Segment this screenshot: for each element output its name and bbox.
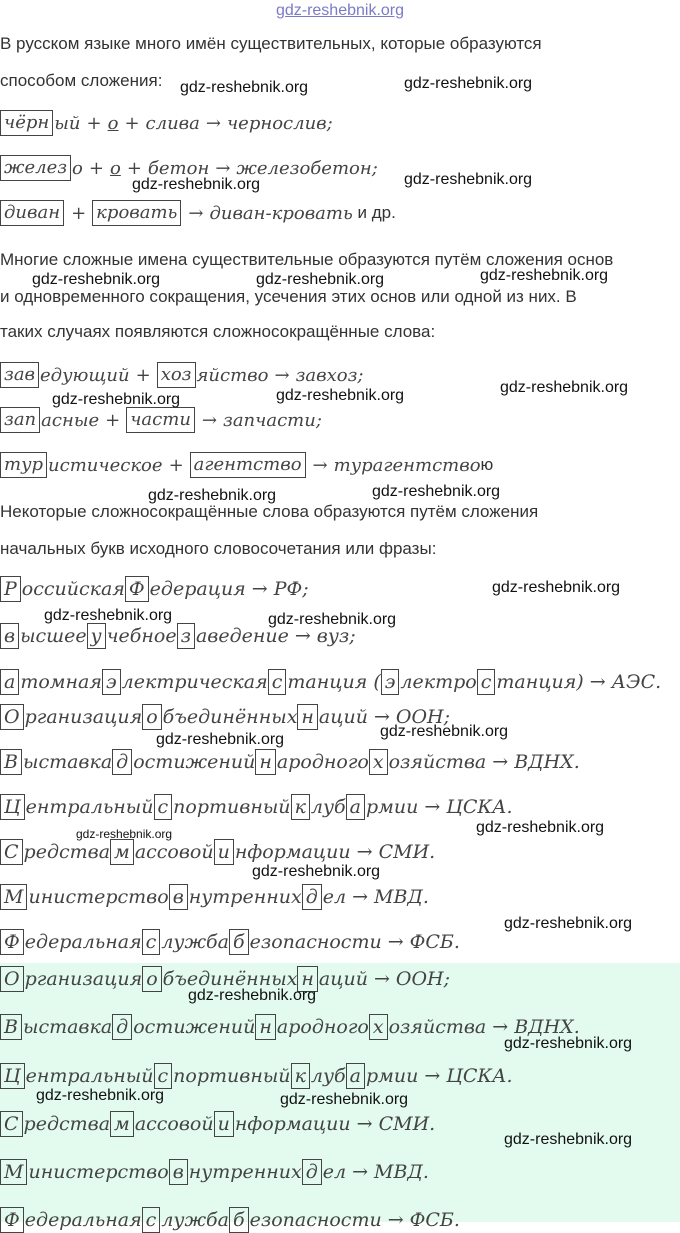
arrow-icon: → <box>215 157 231 179</box>
watermark: gdz-reshebnik.org <box>480 267 609 284</box>
word-fragment: портивный <box>173 1065 291 1087</box>
word-fragment: остижений <box>133 1016 256 1038</box>
boxed-fragment: в <box>169 1159 188 1185</box>
word-fragment: озяйства <box>388 1016 487 1038</box>
paragraph-line: В русском языке много имён существительных, которые образуются <box>0 34 542 53</box>
paragraph-line: Некоторые сложносокращённые слова образуются путём сложения <box>0 502 539 521</box>
word-fragment: запчасти; <box>223 409 322 431</box>
boxed-fragment: желез <box>0 155 71 181</box>
boxed-fragment: Ф <box>125 576 149 602</box>
arrow-icon: → <box>352 1161 369 1183</box>
word-fragment: рмии <box>365 796 419 818</box>
word-fragment: ассовой <box>134 1113 214 1135</box>
example-line <box>0 1014 580 1040</box>
word-fragment: СМИ. <box>378 841 436 863</box>
boxed-fragment: С <box>0 1111 23 1137</box>
word-fragment: инистерство <box>28 886 169 908</box>
watermark: gdz-reshebnik.org <box>372 483 501 500</box>
word-fragment: луб <box>310 1065 346 1087</box>
boxed-fragment: м <box>110 1111 134 1137</box>
boxed-fragment: части <box>126 407 195 433</box>
arrow-icon: → <box>352 886 369 908</box>
boxed-fragment: э <box>102 669 121 695</box>
boxed-fragment: О <box>0 704 24 730</box>
boxed-fragment: з <box>177 623 195 649</box>
boxed-fragment: с <box>154 794 173 820</box>
word-fragment: ВДНХ. <box>514 751 580 773</box>
example-line <box>0 749 580 775</box>
word-fragment: лужба <box>161 931 229 953</box>
site-link[interactable]: gdz-reshebnik.org <box>275 2 405 19</box>
word-fragment: МВД. <box>374 886 429 908</box>
boxed-fragment: зап <box>0 407 40 433</box>
watermark: gdz-reshebnik.org <box>132 176 261 193</box>
word-fragment: едерация <box>149 578 246 600</box>
word-fragment: истическое <box>48 454 163 476</box>
watermark: gdz-reshebnik.org <box>180 79 309 96</box>
boxed-fragment: н <box>297 966 318 992</box>
word-fragment: нформации <box>234 841 351 863</box>
boxed-fragment: н <box>255 749 276 775</box>
word-fragment: ЦСКА. <box>446 1065 513 1087</box>
word-fragment: яйство <box>196 364 269 386</box>
arrow-icon: → <box>492 751 509 773</box>
example-line <box>0 200 396 226</box>
arrow-icon: → <box>274 364 290 386</box>
boxed-fragment: с <box>154 1063 173 1089</box>
example-line <box>0 452 493 478</box>
boxed-fragment: о <box>142 966 161 992</box>
boxed-fragment: чёрн <box>0 110 53 136</box>
boxed-fragment: к <box>291 794 310 820</box>
boxed-fragment: д <box>112 749 132 775</box>
watermark: gdz-reshebnik.org <box>256 271 385 288</box>
arrow-icon: → <box>387 1209 404 1231</box>
word-fragment: нутренних <box>188 1161 302 1183</box>
boxed-fragment: х <box>369 1014 388 1040</box>
boxed-fragment: М <box>0 1159 27 1185</box>
word-fragment: ООН; <box>395 706 451 728</box>
word-fragment: лектрическая <box>121 671 268 693</box>
word-fragment: ентральный <box>25 1065 154 1087</box>
watermark: gdz-reshebnik.org <box>188 987 317 1004</box>
watermark: gdz-reshebnik.org <box>252 863 381 880</box>
word-fragment: чебное <box>106 625 177 647</box>
boxed-fragment: Ц <box>0 1063 25 1089</box>
boxed-fragment: зав <box>0 362 39 388</box>
word-fragment: СМИ. <box>378 1113 436 1135</box>
word-fragment: едеральная <box>24 931 142 953</box>
plus-sign: + <box>71 202 87 224</box>
arrow-icon: → <box>251 578 268 600</box>
boxed-fragment: В <box>0 1014 22 1040</box>
example-line <box>0 1111 435 1137</box>
boxed-fragment: кровать <box>92 200 181 226</box>
paragraph-line: таких случаях появляются сложносокращённые слова: <box>0 322 436 341</box>
word-fragment: лужба <box>161 1209 229 1231</box>
word-fragment: танция) <box>496 671 584 693</box>
watermark: gdz-reshebnik.org <box>504 1035 633 1052</box>
boxed-fragment: диван <box>0 200 64 226</box>
boxed-fragment: с <box>477 669 496 695</box>
word-fragment: о <box>72 157 83 179</box>
watermark: gdz-reshebnik.org <box>76 827 173 841</box>
watermark: gdz-reshebnik.org <box>476 819 605 836</box>
word-fragment: ФСБ. <box>409 1209 460 1231</box>
arrow-icon: → <box>424 796 441 818</box>
boxed-fragment: о <box>142 704 161 730</box>
paragraph-line: и одновременного сокращения, усечения этих основ или одной из них. В <box>0 287 577 306</box>
plus-sign: + <box>168 454 184 476</box>
word-fragment: рганизация <box>24 706 143 728</box>
boxed-fragment: д <box>112 1014 132 1040</box>
boxed-fragment: хоз <box>157 362 196 388</box>
arrow-icon: → <box>424 1065 441 1087</box>
arrow-icon: → <box>387 931 404 953</box>
word-fragment: ысшее <box>20 625 87 647</box>
boxed-fragment: тур <box>0 452 47 478</box>
word-fragment: АЭС. <box>611 671 662 693</box>
word-fragment: портивный <box>173 796 291 818</box>
boxed-fragment: н <box>297 704 318 730</box>
boxed-fragment: в <box>169 884 188 910</box>
paragraph-line: способом сложения: <box>0 71 163 90</box>
watermark: gdz-reshebnik.org <box>380 723 509 740</box>
boxed-fragment: н <box>255 1014 276 1040</box>
word-fragment: МВД. <box>374 1161 429 1183</box>
word-fragment: железобетон; <box>236 157 378 179</box>
plus-sign: + <box>88 157 104 179</box>
boxed-fragment: Ф <box>0 929 24 955</box>
word-fragment: редства <box>23 841 111 863</box>
plus-sign: + <box>126 157 142 179</box>
boxed-fragment: Ц <box>0 794 25 820</box>
boxed-fragment: с <box>142 1207 161 1233</box>
arrow-icon: → <box>205 112 221 134</box>
arrow-icon: → <box>373 706 390 728</box>
example-line <box>0 576 309 602</box>
boxed-fragment: а <box>346 794 365 820</box>
word-fragment: луб <box>310 796 346 818</box>
watermark: gdz-reshebnik.org <box>156 731 285 748</box>
word-fragment: бъединённых <box>162 706 298 728</box>
word-fragment: турагентство <box>333 454 481 476</box>
arrow-icon: → <box>356 841 373 863</box>
boxed-fragment: Ф <box>0 1207 24 1233</box>
word-fragment: аций <box>318 968 368 990</box>
watermark: gdz-reshebnik.org <box>500 379 629 396</box>
example-line <box>0 110 333 136</box>
boxed-fragment: у <box>87 623 106 649</box>
word-fragment: томная <box>20 671 102 693</box>
word-fragment: бъединённых <box>162 968 298 990</box>
arrow-icon: → <box>492 1016 509 1038</box>
watermark: gdz-reshebnik.org <box>492 579 621 596</box>
boxed-fragment: а <box>0 669 19 695</box>
word-fragment: ародного <box>276 1016 369 1038</box>
word-fragment: езопасности <box>249 931 382 953</box>
word-fragment: рмии <box>365 1065 419 1087</box>
word-fragment: ел <box>322 1161 347 1183</box>
word-fragment: едующий <box>40 364 130 386</box>
boxed-fragment: э <box>381 669 400 695</box>
word-fragment: РФ; <box>273 578 309 600</box>
boxed-fragment: к <box>291 1063 310 1089</box>
example-line <box>0 362 363 388</box>
word-fragment: нутренних <box>188 886 302 908</box>
word-fragment: чернослив; <box>226 112 333 134</box>
word-fragment: едеральная <box>24 1209 142 1231</box>
watermark: gdz-reshebnik.org <box>44 607 173 624</box>
word-fragment: танция ( <box>287 671 381 693</box>
watermark: gdz-reshebnik.org <box>268 611 397 628</box>
example-tail: и др. <box>352 203 396 222</box>
boxed-fragment: м <box>110 839 134 865</box>
paragraph-line: Многие сложные имена существительные образуются путём сложения основ <box>0 250 614 269</box>
boxed-fragment: в <box>0 623 19 649</box>
example-line <box>0 1063 513 1089</box>
plus-sign: + <box>124 112 140 134</box>
word-fragment: о <box>107 112 119 134</box>
watermark: gdz-reshebnik.org <box>276 387 405 404</box>
arrow-icon: → <box>312 454 328 476</box>
word-fragment: езопасности <box>249 1209 382 1231</box>
word-fragment: ентральный <box>25 796 154 818</box>
boxed-fragment: х <box>369 749 388 775</box>
paragraph-line: начальных букв исходного словосочетания или фразы: <box>0 539 437 558</box>
word-fragment: ООН; <box>395 968 451 990</box>
word-fragment: асные <box>41 409 100 431</box>
word-fragment: ародного <box>276 751 369 773</box>
arrow-icon: → <box>589 671 606 693</box>
boxed-fragment: б <box>229 1207 249 1233</box>
word-fragment: ый <box>54 112 81 134</box>
word-fragment: озяйства <box>388 751 487 773</box>
word-fragment: ЦСКА. <box>446 796 513 818</box>
example-line <box>0 794 513 820</box>
arrow-icon: → <box>356 1113 373 1135</box>
example-line <box>0 407 322 433</box>
word-fragment: редства <box>23 1113 111 1135</box>
word-fragment: лектро <box>400 671 477 693</box>
word-fragment: рганизация <box>24 968 143 990</box>
boxed-fragment: О <box>0 966 24 992</box>
example-line <box>0 884 429 910</box>
boxed-fragment: и <box>214 839 234 865</box>
word-fragment: диван-кровать <box>209 202 353 224</box>
word-fragment: о <box>109 157 121 179</box>
word-fragment: ФСБ. <box>409 931 460 953</box>
example-line <box>0 1207 460 1233</box>
boxed-fragment: а <box>346 1063 365 1089</box>
plus-sign: + <box>135 364 151 386</box>
arrow-icon: → <box>188 202 204 224</box>
word-fragment: аведение <box>195 625 289 647</box>
boxed-fragment: М <box>0 884 27 910</box>
example-tail: ю <box>480 455 494 474</box>
example-line <box>0 929 460 955</box>
word-fragment: завхоз; <box>295 364 364 386</box>
example-line <box>0 669 661 695</box>
word-fragment: ыставка <box>22 751 113 773</box>
boxed-fragment: д <box>302 1159 322 1185</box>
word-fragment: остижений <box>133 751 256 773</box>
example-line <box>0 839 435 865</box>
word-fragment: ыставка <box>22 1016 113 1038</box>
watermark: gdz-reshebnik.org <box>52 391 181 408</box>
plus-sign: + <box>105 409 121 431</box>
word-fragment: инистерство <box>28 1161 169 1183</box>
example-line <box>0 1159 429 1185</box>
boxed-fragment: д <box>302 884 322 910</box>
plus-sign: + <box>86 112 102 134</box>
watermark: gdz-reshebnik.org <box>36 1087 165 1104</box>
word-fragment: нформации <box>234 1113 351 1135</box>
word-fragment: ВДНХ. <box>514 1016 580 1038</box>
boxed-fragment: Р <box>0 576 21 602</box>
boxed-fragment: В <box>0 749 22 775</box>
watermark: gdz-reshebnik.org <box>280 1091 409 1108</box>
word-fragment: ассовой <box>134 841 214 863</box>
word-fragment: ел <box>322 886 347 908</box>
boxed-fragment: с <box>142 929 161 955</box>
boxed-fragment: с <box>268 669 287 695</box>
word-fragment: слива <box>145 112 200 134</box>
arrow-icon: → <box>201 409 217 431</box>
watermark: gdz-reshebnik.org <box>148 487 277 504</box>
boxed-fragment: б <box>229 929 249 955</box>
word-fragment: оссийская <box>21 578 125 600</box>
boxed-fragment: С <box>0 839 23 865</box>
word-fragment: аций <box>318 706 368 728</box>
arrow-icon: → <box>373 968 390 990</box>
watermark: gdz-reshebnik.org <box>404 171 533 188</box>
watermark: gdz-reshebnik.org <box>32 271 161 288</box>
watermark: gdz-reshebnik.org <box>504 915 633 932</box>
boxed-fragment: и <box>214 1111 234 1137</box>
word-fragment: вуз; <box>316 625 356 647</box>
watermark: gdz-reshebnik.org <box>404 75 533 92</box>
arrow-icon: → <box>294 625 311 647</box>
word-fragment: бетон <box>147 157 210 179</box>
boxed-fragment: агентство <box>190 452 306 478</box>
watermark: gdz-reshebnik.org <box>504 1131 633 1148</box>
